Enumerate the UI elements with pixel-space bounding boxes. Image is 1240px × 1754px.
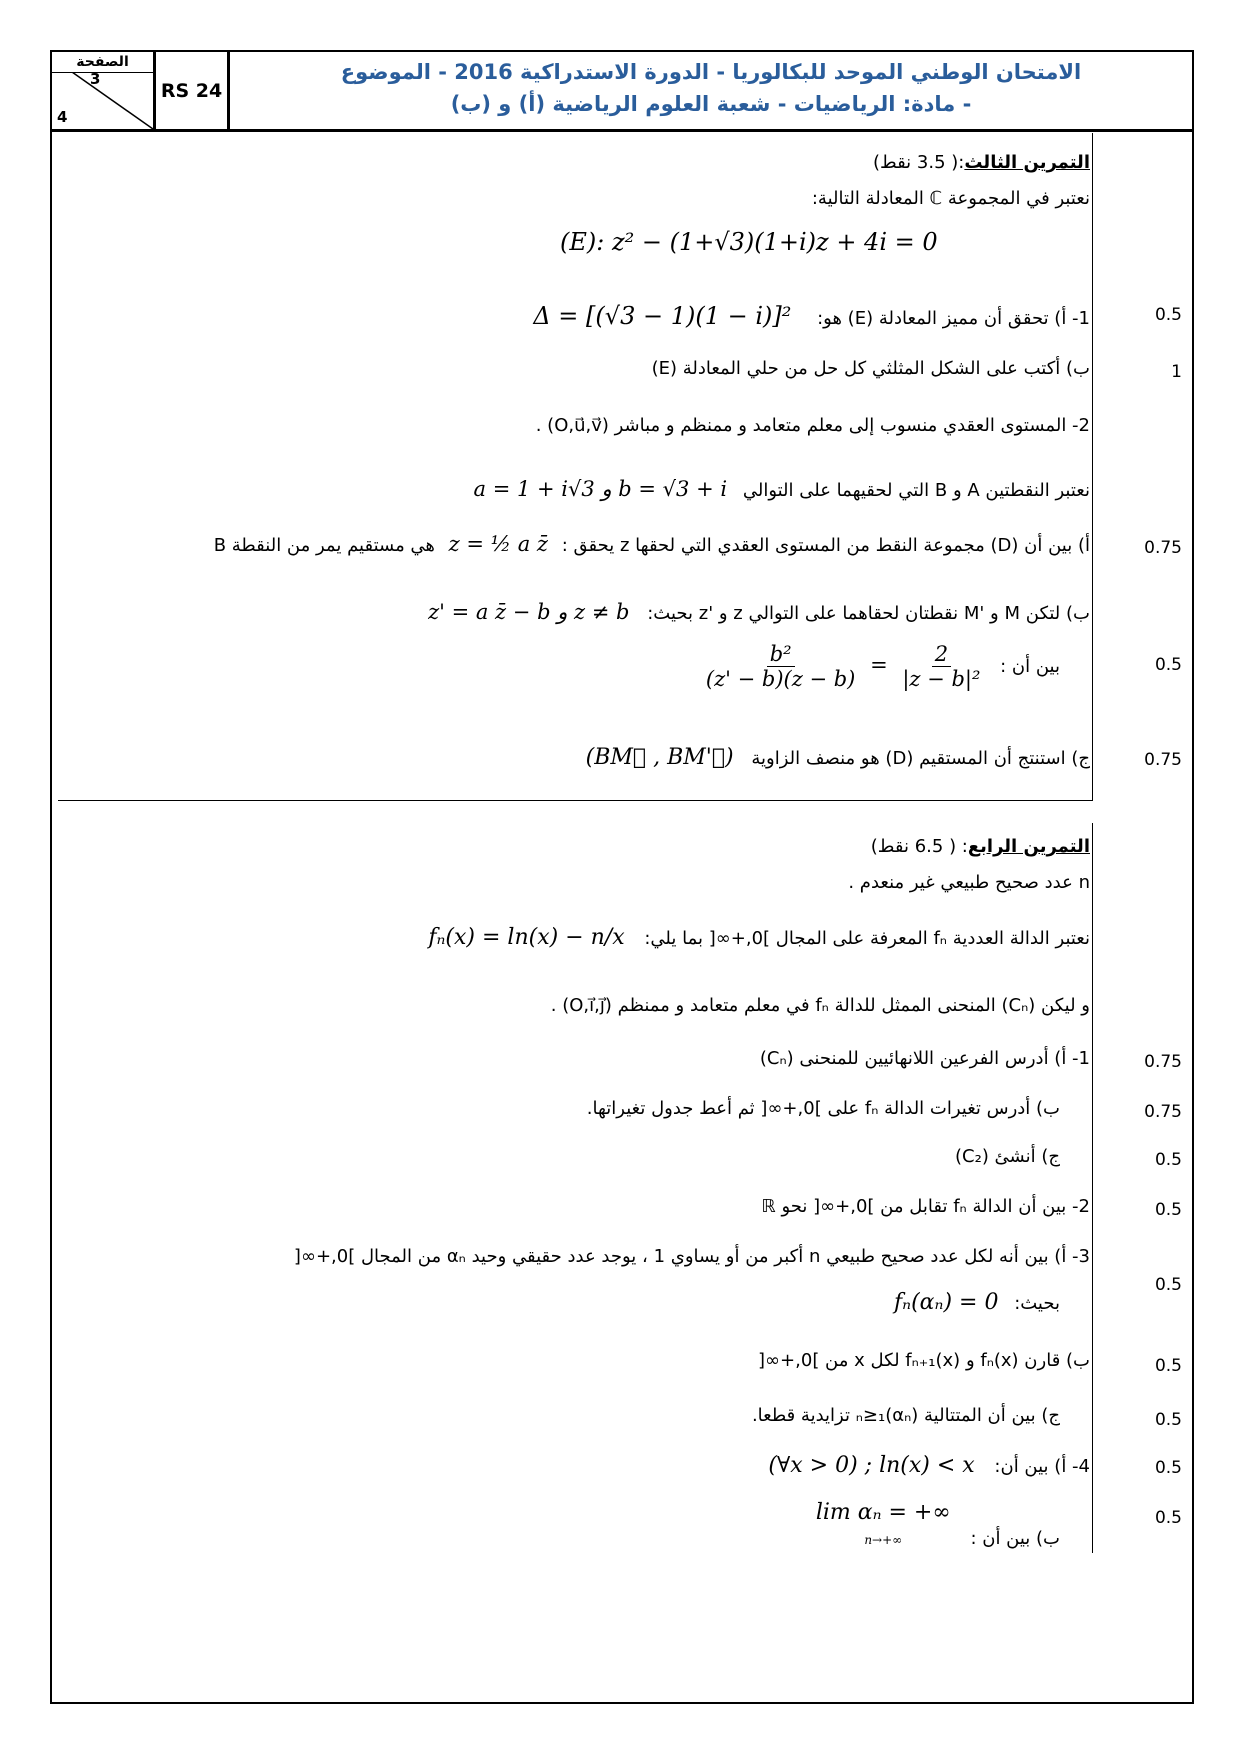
ex3-q2b-points: 0.5: [1154, 655, 1182, 675]
ex3-q2a: [214, 532, 1090, 556]
ex4-points: : ( 6.5 نقط): [870, 836, 968, 857]
ex4-def-math: fₙ(x) = ln(x) − n/x: [428, 925, 625, 950]
ex3-points-ab-text: نعتبر النقطتين A و B التي لحقيهما على التوالي: [742, 480, 1090, 501]
ex3-q2b2-formula: $\frac{\text{b²}}{(z' - b)(z - b)}$ = $\frac{2}{\text{|z − b|²}}$: [705, 642, 981, 691]
ex4-def: [428, 925, 1090, 950]
ex4-q4b-text: ب) بين أن :: [970, 1528, 1060, 1549]
ex3-q1a-points: 0.5: [1154, 305, 1182, 325]
exam-title: [230, 52, 1192, 129]
ex3-equation: (E): z² − (1+√3)(1+i)z + 4i = 0: [560, 228, 938, 256]
ex3-points-ab-math: a = 1 + i√3 و b = √3 + i: [473, 477, 728, 501]
ex4-q3c: ج) بين أن المتتالية (αₙ)ₙ≥₁ تزايدية قطعا.: [751, 1405, 1060, 1426]
ex4-q4b-points: 0.5: [1154, 1508, 1182, 1528]
ex3-q2a-tail: هي مستقيم يمر من النقطة B: [213, 535, 435, 556]
exam-title-line1: الامتحان الوطني الموحد للبكالوريا - الدورة الاستدراكية 2016 - الموضوع: [340, 60, 1082, 84]
ex4-q2-points: 0.5: [1154, 1200, 1182, 1220]
ex3-q2b2-text: بين أن :: [1000, 656, 1060, 677]
ex3-points: :( 3.5 نقط): [872, 152, 965, 173]
ex4-q1c-points: 0.5: [1154, 1150, 1182, 1170]
ex4-q1a-points: 0.75: [1144, 1052, 1182, 1072]
ex4-q3a2-math: fₙ(αₙ) = 0: [894, 1290, 999, 1315]
ex3-q2a-points: 0.75: [1144, 538, 1182, 558]
ex3-q2b-math: z' = a z̄ − b و z ≠ b: [428, 600, 630, 624]
ex4-q4a-text: 4- أ) بين أن:: [994, 1456, 1090, 1477]
ex3-q2b-text: ب) لتكن M و 'M نقطتان لحقاهما على التوالي z و 'z بحيث:: [647, 603, 1090, 624]
ex3-q2c: [586, 745, 1090, 770]
ex3-q2: 2- المستوى العقدي منسوب إلى معلم متعامد و ممنظم و مباشر (O,u⃗,v⃗) .: [535, 415, 1090, 436]
ex4-q4b-sub: n→+∞: [864, 1533, 903, 1547]
ex4-q3a-points: 0.5: [1154, 1275, 1182, 1295]
ex4-q4a-math: (∀x > 0) ; ln(x) < x: [768, 1453, 975, 1478]
ex3-q2c-math: (BM⃗ , BM'⃗): [585, 745, 734, 770]
ex3-q1a: [533, 302, 1090, 330]
ex3-points-ab: [474, 477, 1090, 501]
ex4-q4b-formula: [816, 1500, 951, 1550]
exam-title-line2: - مادة: الرياضيات - شعبة العلوم الرياضية (أ) و (ب): [450, 92, 972, 116]
ex3-q1b-points: 1: [1171, 362, 1182, 382]
ex4-q4a-points: 0.5: [1154, 1458, 1182, 1478]
frac-right-den: |z − b|²: [902, 667, 981, 691]
ex4-q4b: [816, 1500, 1060, 1550]
ex3-q2b: [428, 600, 1090, 624]
page-total: 4: [57, 108, 68, 126]
ex3-q2b2: [706, 642, 1060, 691]
ex3-title: التمرين الثالث: [964, 152, 1090, 173]
ex3-bottom-line: [58, 800, 1093, 801]
ex4-heading: [871, 836, 1090, 857]
ex4-curve: و ليكن (Cₙ) المنحنى الممثل للدالة fₙ في معلم متعامد و ممنظم (O,i⃗,j⃗) .: [550, 995, 1090, 1016]
ex3-heading: [873, 152, 1090, 173]
ex3-q1a-discriminant: Δ = [(√3 − 1)(1 − i)]²: [533, 302, 792, 330]
page-current: 3: [90, 70, 101, 88]
ex4-q3a2-text: بحيث:: [1014, 1293, 1060, 1314]
exam-code: RS 24: [156, 52, 230, 129]
ex4-q3b-points: 0.5: [1154, 1356, 1182, 1376]
ex4-q3c-points: 0.5: [1154, 1410, 1182, 1430]
page-label: الصفحة: [76, 54, 129, 70]
ex4-q4a: [768, 1453, 1090, 1478]
ex3-intro: نعتبر في المجموعة ℂ المعادلة التالية:: [811, 188, 1090, 209]
ex4-q1a: 1- أ) أدرس الفرعين اللانهائيين للمنحنى (Cₙ): [759, 1048, 1090, 1069]
ex3-q2a-math: z = ½ a z̄: [448, 532, 548, 556]
ex4-intro: n عدد صحيح طبيعي غير منعدم .: [848, 872, 1090, 893]
ex3-q2c-points: 0.75: [1144, 750, 1182, 770]
ex4-def-text: نعتبر الدالة العددية fₙ المعرفة على المجال ]0,+∞[ بما يلي:: [644, 928, 1090, 949]
frac-right-num: 2: [932, 642, 951, 667]
ex3-margin-line: [1092, 133, 1093, 801]
ex3-q1a-text: 1- أ) تحقق أن مميز المعادلة (E) هو:: [817, 308, 1090, 329]
ex4-title: التمرين الرابع: [967, 836, 1090, 857]
ex4-q2: 2- بين أن الدالة fₙ تقابل من ]0,+∞[ نحو ℝ: [761, 1196, 1090, 1217]
ex4-q1c: ج) أنشئ (C₂): [954, 1146, 1060, 1167]
frac-left-num: b²: [767, 642, 795, 667]
ex4-q4b-math: lim αₙ = +∞: [815, 1500, 951, 1525]
exam-header: [52, 52, 1192, 132]
ex4-q1b: ب) أدرس تغيرات الدالة fₙ على ]0,+∞[ ثم أعط جدول تغيراتها.: [586, 1098, 1060, 1119]
ex4-q3a: 3- أ) بين أنه لكل عدد صحيح طبيعي n أكبر من أو يساوي 1 ، يوجد عدد حقيقي وحيد αₙ من المجال ]0,+∞[: [293, 1246, 1090, 1267]
frac-left-den: (z' − b)(z − b): [705, 667, 856, 691]
ex3-q2c-text: ج) استنتج أن المستقيم (D) هو منصف الزاوية: [751, 748, 1090, 769]
ex3-q1b: ب) أكتب على الشكل المثلثي كل حل من حلي المعادلة (E): [651, 358, 1090, 379]
ex3-q2a-text: أ) بين أن (D) مجموعة النقط من المستوى العقدي التي لحقها z يحقق :: [561, 535, 1090, 556]
ex4-margin-line: [1092, 823, 1093, 1553]
ex4-q3b: ب) قارن fₙ(x) و fₙ₊₁(x) لكل x من ]0,+∞[: [758, 1350, 1090, 1371]
ex4-q3a2: [894, 1290, 1060, 1315]
ex4-q1b-points: 0.75: [1144, 1102, 1182, 1122]
page-number-box: [52, 52, 156, 129]
